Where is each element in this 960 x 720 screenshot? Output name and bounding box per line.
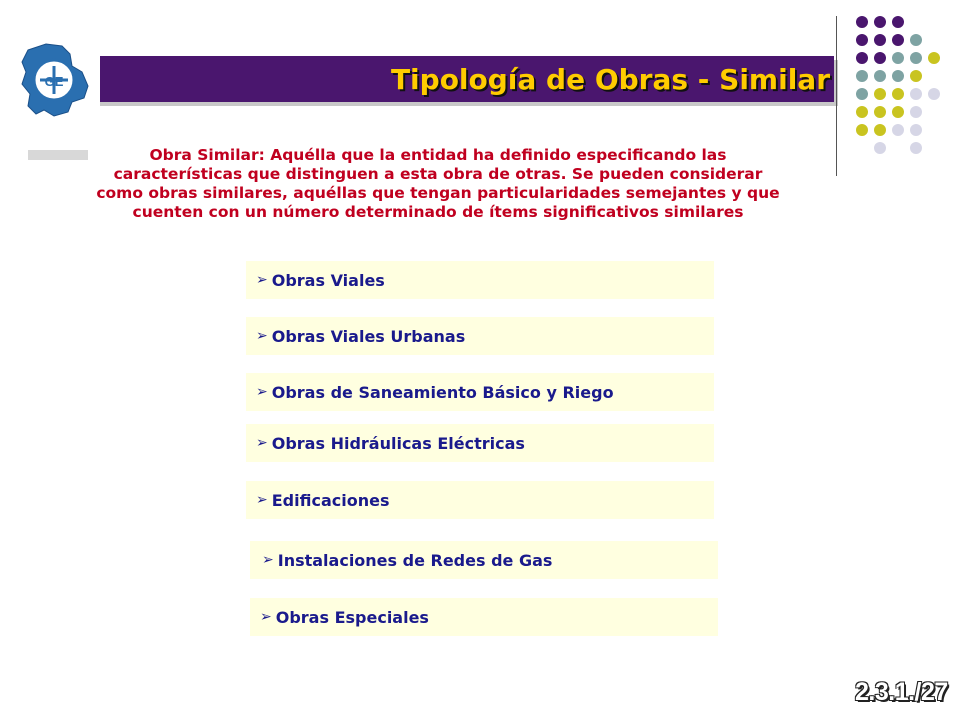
- dot: [892, 88, 904, 100]
- arrowhead-right-icon: ➢: [256, 435, 268, 451]
- dot: [874, 34, 886, 46]
- dot: [874, 142, 886, 154]
- slide-number: 2.3.1./27: [855, 678, 948, 706]
- dot: [910, 106, 922, 118]
- dot: [856, 16, 868, 28]
- list-item-label: Obras Viales: [271, 270, 385, 290]
- dot: [892, 52, 904, 64]
- list-item-label: Obras Viales Urbanas: [271, 326, 466, 346]
- dot: [856, 88, 868, 100]
- list-item: [246, 261, 714, 299]
- dot: [874, 16, 886, 28]
- dot: [892, 70, 904, 82]
- list-item-label: Obras de Saneamiento Básico y Riego: [271, 382, 614, 402]
- dot: [910, 124, 922, 136]
- dot: [910, 34, 922, 46]
- dot: [910, 52, 922, 64]
- list-item-label: Obras Especiales: [275, 607, 429, 627]
- dot: [928, 52, 940, 64]
- dot: [856, 52, 868, 64]
- list-item-label: Edificaciones: [271, 490, 390, 510]
- dot: [892, 124, 904, 136]
- arrowhead-right-icon: ➢: [256, 328, 268, 344]
- arrowhead-right-icon: ➢: [260, 609, 272, 625]
- dot: [874, 106, 886, 118]
- dot: [856, 34, 868, 46]
- dot: [856, 124, 868, 136]
- list-item: [246, 424, 714, 462]
- dot: [910, 142, 922, 154]
- dot: [892, 16, 904, 28]
- list-item-label: Instalaciones de Redes de Gas: [277, 550, 553, 570]
- list-item: [250, 541, 718, 579]
- dot: [874, 88, 886, 100]
- dot: [928, 88, 940, 100]
- logo: [0, 36, 100, 122]
- dot: [910, 70, 922, 82]
- dot: [874, 70, 886, 82]
- dot: [892, 34, 904, 46]
- page-title: Tipología de Obras - Similar: [390, 63, 830, 96]
- divider-line: [836, 16, 837, 176]
- list-item: [246, 481, 714, 519]
- list-item: [246, 317, 714, 355]
- arrowhead-right-icon: ➢: [256, 384, 268, 400]
- definition-marker: [28, 150, 88, 160]
- definition-text: : Aquélla que la entidad ha definido especificando las características que distinguen a esta obra de otras. Se pueden considerar como obras similares, aquéllas que tengan particularidades semejantes y que cuenten con un número determinado de ítems significativos similares: [96, 146, 780, 221]
- dot: [856, 106, 868, 118]
- arrowhead-right-icon: ➢: [256, 272, 268, 288]
- list-item: [246, 373, 714, 411]
- svg-text:GE: GE: [44, 74, 64, 89]
- dot: [874, 124, 886, 136]
- dot: [892, 106, 904, 118]
- list-item: [250, 598, 718, 636]
- arrowhead-right-icon: ➢: [256, 492, 268, 508]
- definition-paragraph: [88, 146, 788, 222]
- list-item-label: Obras Hidráulicas Eléctricas: [271, 433, 525, 453]
- arrowhead-right-icon: ➢: [262, 552, 274, 568]
- dot: [874, 52, 886, 64]
- dot: [910, 88, 922, 100]
- definition-term: Obra Similar: [149, 146, 259, 164]
- bolivia-map-logo-icon: [0, 36, 100, 122]
- dot: [856, 70, 868, 82]
